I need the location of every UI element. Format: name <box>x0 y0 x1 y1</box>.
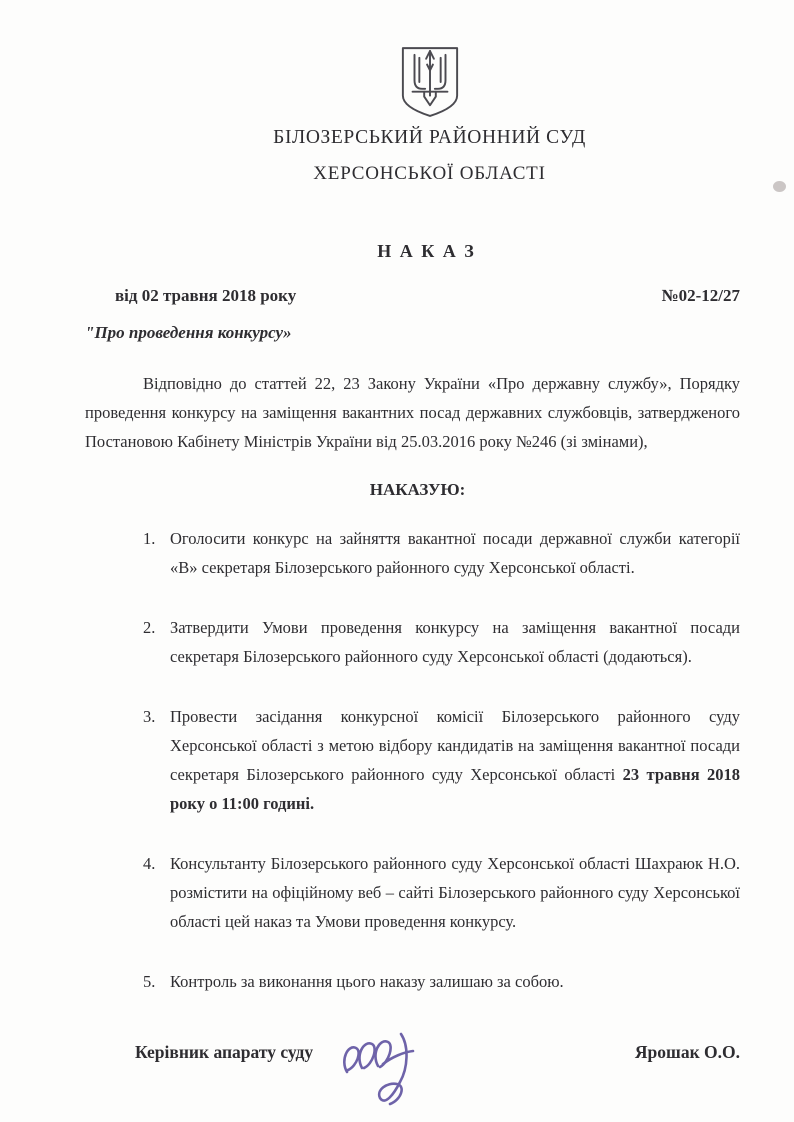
scan-artifact-speck <box>773 181 786 192</box>
emblem-container <box>119 45 740 119</box>
item-text: Контроль за виконання цього наказу залишаю за собою. <box>170 972 564 991</box>
signer-name: Ярошак О.О. <box>634 1042 740 1062</box>
handwritten-signature <box>335 1024 435 1116</box>
preamble-paragraph: Відповідно до статтей 22, 23 Закону України «Про державну службу», Порядку проведення конкурсу на заміщення вакантних посад державних службовців, затвердженого Постановою Кабінету Міністрів України від 25.03.2016 року №246 (зі змінами), <box>85 374 740 451</box>
item-text: Провести засідання конкурсної комісії Білозерського районного суду Херсонської області з метою відбору кандидатів на заміщення вакантної посади секретаря Білозерського районного суду Херсонської області 23 травня 2018 року о 11:00 годині. <box>170 707 741 813</box>
order-item-2 <box>143 613 740 671</box>
item-text: Консультанту Білозерського районного суду Херсонської області Шахраюк Н.О. розмістити на офіційному веб – сайті Білозерського районного суду Херсонської області цей наказ та Умови проведення конкурсу. <box>170 854 740 931</box>
order-number: №02-12/27 <box>661 286 740 305</box>
order-items-list <box>85 524 740 996</box>
item-number: 4. <box>143 854 156 873</box>
document-header <box>85 45 740 185</box>
order-item-5 <box>143 967 740 996</box>
item-number: 2. <box>143 618 156 637</box>
order-item-3 <box>143 702 740 818</box>
document-title: Н А К А З <box>377 241 476 261</box>
order-date: від 02 травня 2018 року <box>115 286 297 305</box>
resolution-heading: НАКАЗУЮ: <box>369 480 466 499</box>
item-number: 3. <box>143 707 156 726</box>
item-text: Затвердити Умови проведення конкурсу на заміщення вакантної посади секретаря Білозерського районного суду Херсонської області (додаються). <box>170 618 740 666</box>
order-subject: "Про проведення конкурсу» <box>85 323 292 342</box>
order-meta-row <box>85 286 740 306</box>
order-item-1 <box>143 524 740 582</box>
item-number: 1. <box>143 529 156 548</box>
item-text: Оголосити конкурс на зайняття вакантної посади державної служби категорії «В» секретаря Білозерського районного суду Херсонської області. <box>170 529 740 577</box>
court-name-line2: ХЕРСОНСЬКОЇ ОБЛАСТІ <box>313 163 546 184</box>
item-number: 5. <box>143 972 156 991</box>
signature-block <box>85 1042 740 1063</box>
ukraine-trident-emblem-icon <box>399 45 461 119</box>
court-name-line1: БІЛОЗЕРСЬКИЙ РАЙОННИЙ СУД <box>273 127 586 148</box>
order-item-4 <box>143 849 740 936</box>
signer-position-title: Керівник апарату суду <box>135 1042 314 1062</box>
